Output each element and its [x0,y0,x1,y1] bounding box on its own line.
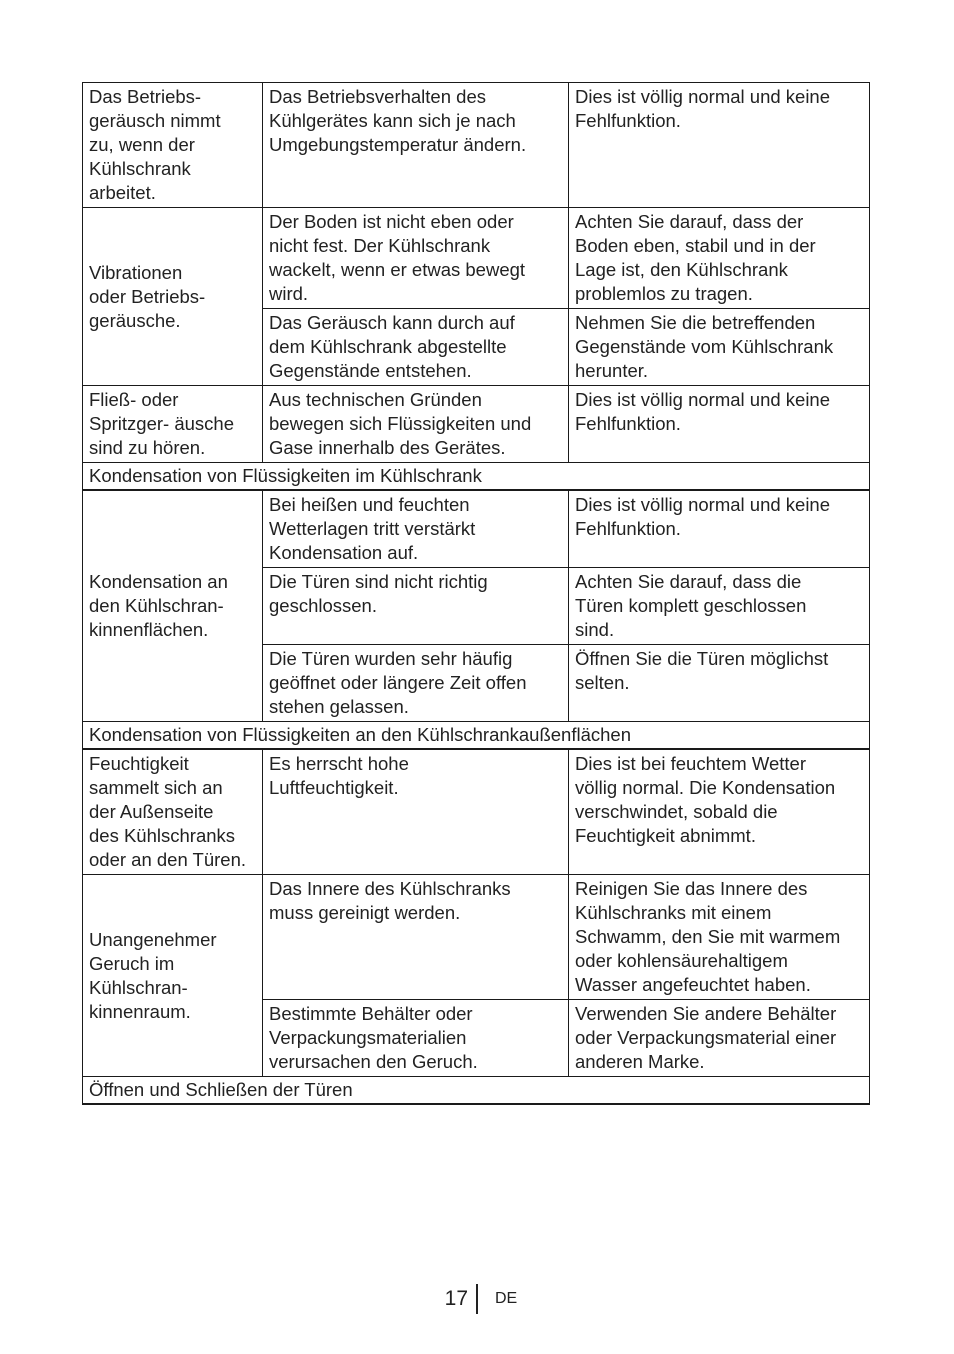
table-row [83,749,870,875]
section-header-row [83,1077,870,1105]
table-row [83,490,870,568]
section-title: Kondensation von Flüssigkeiten im Kühlschrank [83,463,870,491]
page-number: 17 [444,1287,468,1310]
cause-cell: Das Geräusch kann durch auf dem Kühlschrank abgestellte Gegenstände entstehen. [263,309,569,386]
cause-cell: Der Boden ist nicht eben oder nicht fest. Der Kühlschrank wackelt, wenn er etwas bewegt wird. [263,208,569,309]
problem-cell: Unangenehmer Geruch im Kühlschran- kinnenraum. [83,875,263,1077]
language-code: DE [495,1290,518,1307]
section-title: Kondensation von Flüssigkeiten an den Kühlschrankaußenflächen [83,722,870,750]
problem-cell: Das Betriebs- geräusch nimmt zu, wenn der Kühlschrank arbeitet. [83,83,263,208]
page-footer [0,1284,954,1314]
solution-cell: Dies ist völlig normal und keine Fehlfunktion. [569,386,870,463]
table-row [83,875,870,1000]
solution-cell: Dies ist bei feuchtem Wetter völlig normal. Die Kondensation verschwindet, sobald die Feuchtigkeit abnimmt. [569,749,870,875]
cause-cell: Die Türen wurden sehr häufig geöffnet oder längere Zeit offen stehen gelassen. [263,645,569,722]
solution-cell: Reinigen Sie das Innere des Kühlschranks mit einem Schwamm, den Sie mit warmem oder kohlensäurehaltigem Wasser angefeuchtet haben. [569,875,870,1000]
section-header-row [83,722,870,750]
solution-cell: Dies ist völlig normal und keine Fehlfunktion. [569,490,870,568]
problem-cell: Kondensation an den Kühlschran- kinnenflächen. [83,490,263,722]
problem-cell: Feuchtigkeit sammelt sich an der Außenseite des Kühlschranks oder an den Türen. [83,749,263,875]
section-header-row [83,463,870,491]
solution-cell: Achten Sie darauf, dass die Türen komplett geschlossen sind. [569,568,870,645]
solution-cell: Achten Sie darauf, dass der Boden eben, stabil und in der Lage ist, den Kühlschrank problemlos zu tragen. [569,208,870,309]
cause-cell: Bestimmte Behälter oder Verpackungsmaterialien verursachen den Geruch. [263,1000,569,1077]
troubleshooting-table [82,82,870,1105]
footer-divider [476,1284,478,1314]
cause-cell: Das Innere des Kühlschranks muss gereinigt werden. [263,875,569,1000]
solution-cell: Öffnen Sie die Türen möglichst selten. [569,645,870,722]
cause-cell: Bei heißen und feuchten Wetterlagen tritt verstärkt Kondensation auf. [263,490,569,568]
solution-cell: Nehmen Sie die betreffenden Gegenstände vom Kühlschrank herunter. [569,309,870,386]
cause-cell: Es herrscht hohe Luftfeuchtigkeit. [263,749,569,875]
cause-cell: Das Betriebsverhalten des Kühlgerätes kann sich je nach Umgebungstemperatur ändern. [263,83,569,208]
table-row [83,83,870,208]
solution-cell: Verwenden Sie andere Behälter oder Verpackungsmaterial einer anderen Marke. [569,1000,870,1077]
cause-cell: Aus technischen Gründen bewegen sich Flüssigkeiten und Gase innerhalb des Gerätes. [263,386,569,463]
table-row [83,386,870,463]
cause-cell: Die Türen sind nicht richtig geschlossen. [263,568,569,645]
problem-cell: Vibrationen oder Betriebs- geräusche. [83,208,263,386]
table-row [83,208,870,309]
section-title: Öffnen und Schließen der Türen [83,1077,870,1105]
solution-cell: Dies ist völlig normal und keine Fehlfunktion. [569,83,870,208]
problem-cell: Fließ- oder Spritzger- äusche sind zu hören. [83,386,263,463]
